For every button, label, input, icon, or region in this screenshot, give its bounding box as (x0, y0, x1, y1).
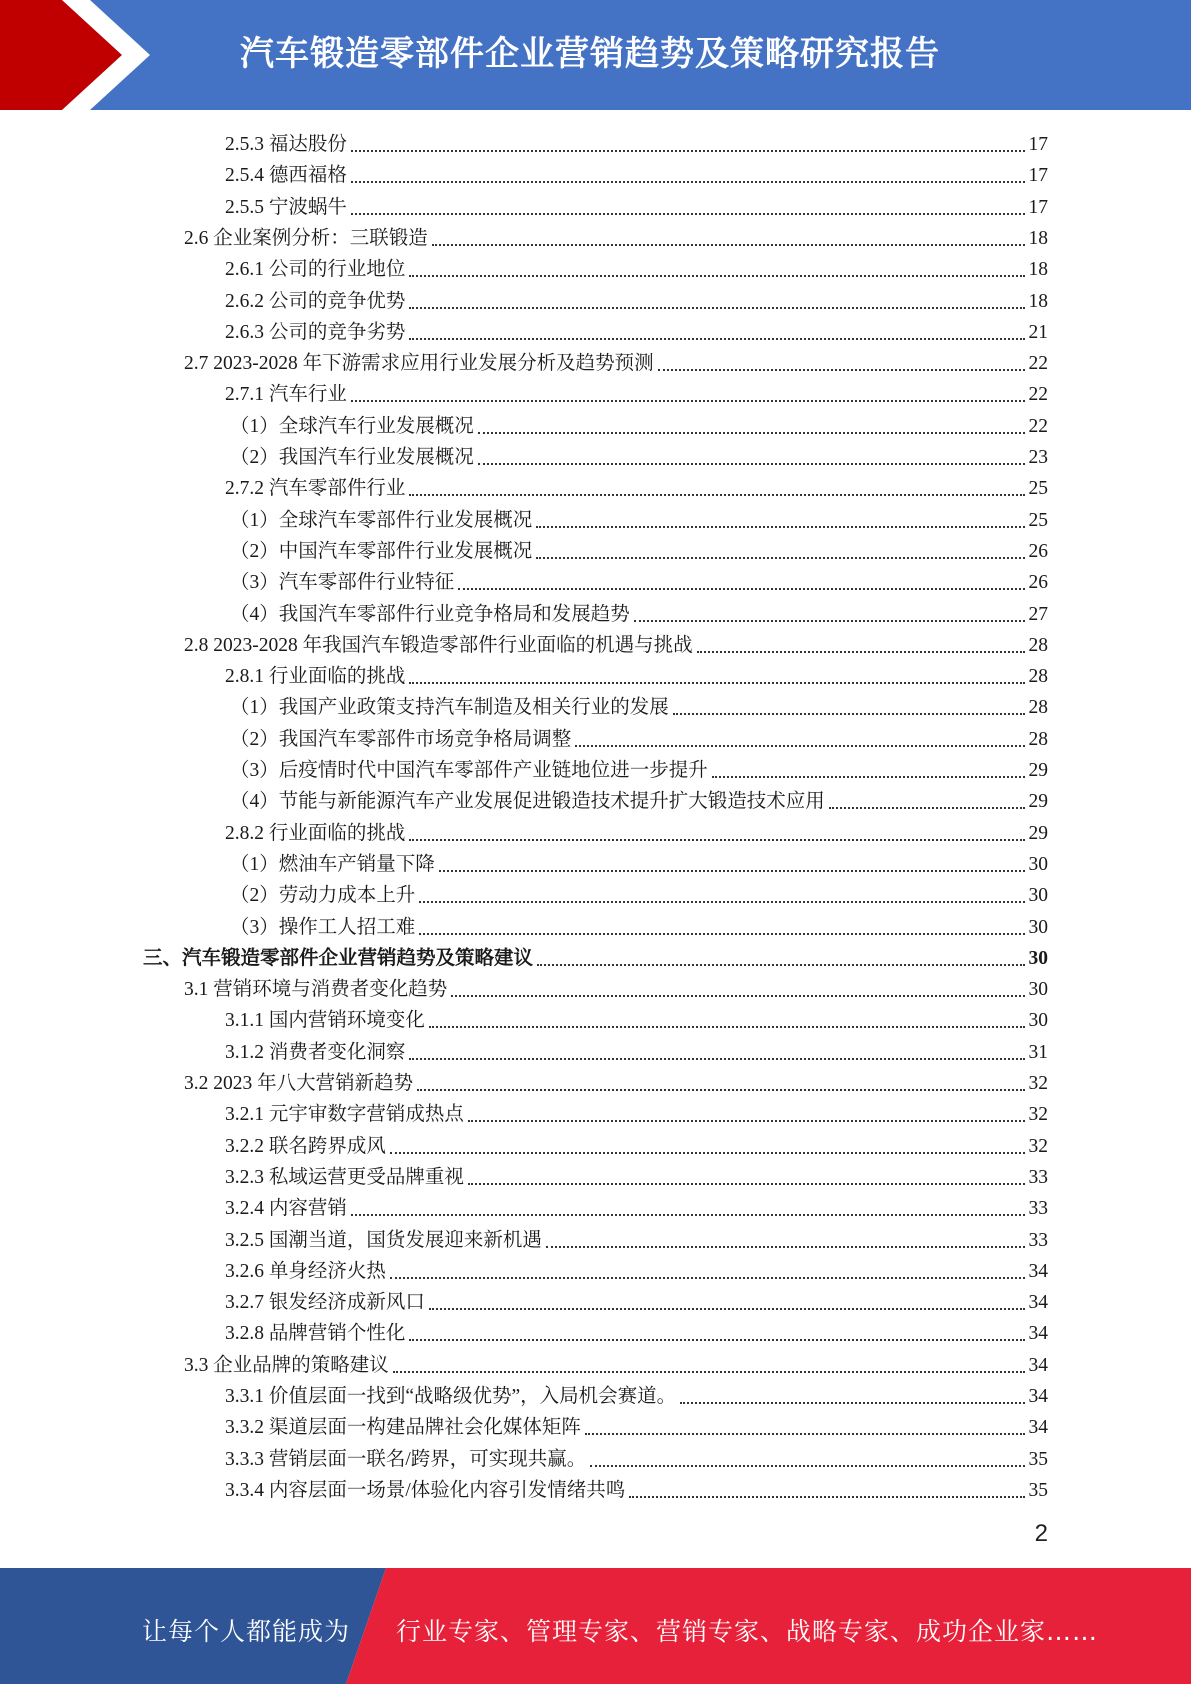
toc-dot-leader (429, 1024, 1025, 1028)
toc-entry-page: 17 (1028, 165, 1048, 187)
toc-entry-page: 35 (1028, 1448, 1048, 1470)
report-title: 汽车锻造零部件企业营销趋势及策略研究报告 (240, 34, 940, 74)
toc-entry[interactable] (230, 753, 1048, 784)
toc-entry-page: 26 (1028, 572, 1048, 594)
toc-entry-label: 3.3.2 渠道层面一构建品牌社会化媒体矩阵 (225, 1417, 581, 1439)
toc-dot-leader (478, 461, 1025, 465)
toc-entry-page: 33 (1028, 1166, 1048, 1188)
toc-entry-page: 31 (1028, 1041, 1048, 1063)
toc-dot-leader (697, 649, 1025, 653)
toc-entry-label: 2.8.2 行业面临的挑战 (225, 822, 406, 844)
toc-entry[interactable] (230, 597, 1048, 628)
toc-entry-page: 29 (1028, 822, 1048, 844)
toc-dot-leader (673, 711, 1025, 715)
toc-entry[interactable] (225, 158, 1048, 189)
toc-entry-label: 3.2.3 私域运营更受品牌重视 (225, 1166, 464, 1188)
toc-dot-leader (351, 398, 1025, 402)
toc-dot-leader (409, 305, 1024, 309)
toc-dot-leader (409, 1056, 1024, 1060)
toc-entry[interactable] (184, 346, 1048, 377)
toc-entry-label: 3.1.1 国内营销环境变化 (225, 1010, 425, 1032)
toc-dot-leader (712, 774, 1025, 778)
toc-entry-label: （1）我国产业政策支持汽车制造及相关行业的发展 (230, 697, 669, 719)
toc-entry[interactable] (225, 1379, 1048, 1410)
toc-dot-leader (409, 336, 1024, 340)
toc-entry-label: 3.1.2 消费者变化洞察 (225, 1041, 406, 1063)
toc-entry[interactable] (230, 565, 1048, 596)
toc-entry-label: （4）我国汽车零部件行业竞争格局和发展趋势 (230, 603, 630, 625)
toc-entry-page: 18 (1028, 290, 1048, 312)
toc-entry[interactable] (143, 941, 1048, 972)
toc-entry-page: 28 (1028, 728, 1048, 750)
toc-entry-label: （1）全球汽车零部件行业发展概况 (230, 509, 533, 531)
toc-entry-label: （2）劳动力成本上升 (230, 885, 416, 907)
toc-entry-label: 3.2 2023 年八大营销新趋势 (184, 1073, 414, 1094)
toc-entry[interactable] (230, 878, 1048, 909)
toc-entry-page: 35 (1028, 1479, 1048, 1501)
toc-dot-leader (419, 899, 1024, 903)
toc-dot-leader (680, 1400, 1024, 1404)
toc-entry-page: 18 (1028, 259, 1048, 281)
toc-dot-leader (409, 1337, 1024, 1341)
toc-entry-page: 26 (1028, 540, 1048, 562)
toc-entry-page: 18 (1028, 227, 1048, 249)
toc-dot-leader (468, 1181, 1025, 1185)
toc-entry-label: 3.3.1 价值层面一找到“战略级优势”，入局机会赛道。 (225, 1386, 677, 1407)
toc-dot-leader (585, 1431, 1025, 1435)
toc-dot-leader (451, 993, 1024, 997)
toc-entry-page: 30 (1028, 1010, 1048, 1032)
toc-entry-label: （4）节能与新能源汽车产业发展促进锻造技术提升扩大锻造技术应用 (230, 791, 825, 813)
toc-entry[interactable] (230, 440, 1048, 471)
toc-entry[interactable] (225, 471, 1048, 502)
toc-entry-page: 33 (1028, 1198, 1048, 1220)
toc-dot-leader (390, 1275, 1025, 1279)
toc-entry-page: 29 (1028, 760, 1048, 781)
toc-dot-leader (629, 1494, 1024, 1498)
toc-entry-label: 3.2.8 品牌营销个性化 (225, 1323, 406, 1345)
toc-entry-page: 34 (1028, 1323, 1048, 1345)
toc-entry-label: 2.8.1 行业面临的挑战 (225, 666, 406, 688)
toc-entry[interactable] (225, 190, 1048, 221)
toc-entry[interactable] (225, 1035, 1048, 1066)
toc-entry-page: 32 (1028, 1104, 1048, 1126)
toc-entry-label: （2）我国汽车零部件市场竞争格局调整 (230, 728, 572, 750)
toc-entry-label: 2.5.4 德西福格 (225, 165, 347, 187)
toc-entry[interactable] (184, 1066, 1048, 1097)
toc-entry[interactable] (225, 1223, 1048, 1254)
toc-dot-leader (409, 837, 1024, 841)
toc-entry-page: 30 (1028, 947, 1048, 969)
toc-entry-page: 30 (1028, 885, 1048, 907)
toc-dot-leader (351, 148, 1025, 152)
toc-entry[interactable] (184, 221, 1048, 252)
toc-entry-page: 34 (1028, 1292, 1048, 1314)
toc-entry-label: 3.3 企业品牌的策略建议 (184, 1354, 389, 1376)
toc-entry-page: 28 (1028, 697, 1048, 719)
toc-entry-label: 2.5.3 福达股份 (225, 134, 347, 155)
toc-entry[interactable] (230, 534, 1048, 565)
toc-entry-label: 2.7 2023-2028 年下游需求应用行业发展分析及趋势预测 (184, 353, 654, 375)
toc-entry[interactable] (225, 659, 1048, 690)
toc-entry-page: 30 (1028, 916, 1048, 938)
toc-entry[interactable] (230, 910, 1048, 941)
toc-entry-page: 34 (1028, 1417, 1048, 1439)
toc-entry-page: 25 (1028, 509, 1048, 531)
toc-entry-page: 30 (1028, 979, 1048, 1001)
toc-dot-leader (829, 805, 1025, 809)
toc-entry-page: 22 (1028, 353, 1048, 375)
toc-entry-label: （1）燃油车产销量下降 (230, 853, 435, 875)
toc-entry[interactable] (225, 1316, 1048, 1347)
page-number: 2 (1034, 1520, 1048, 1547)
toc-dot-leader (478, 430, 1025, 434)
toc-dot-leader (536, 555, 1024, 559)
toc-entry[interactable] (225, 1442, 1048, 1473)
toc-dot-leader (537, 962, 1024, 966)
toc-entry-label: 2.8 2023-2028 年我国汽车锻造零部件行业面临的机遇与挑战 (184, 634, 693, 656)
toc-entry-label: 3.2.6 单身经济火热 (225, 1260, 386, 1282)
toc-entry-page: 27 (1028, 603, 1048, 625)
footer-slogan-left: 让每个人都能成为 (142, 1617, 351, 1646)
toc-dot-leader (409, 492, 1024, 496)
toc-entry-label: （2）我国汽车行业发展概况 (230, 447, 474, 468)
toc-dot-leader (546, 1244, 1025, 1248)
toc-entry-label: 2.6 企业案例分析：三联锻造 (184, 227, 428, 249)
toc-entry[interactable] (230, 847, 1048, 878)
toc-entry[interactable] (225, 1410, 1048, 1441)
toc-entry-page: 29 (1028, 791, 1048, 813)
toc-entry-page: 32 (1028, 1135, 1048, 1157)
toc-dot-leader (458, 586, 1024, 590)
toc-entry-page: 22 (1028, 384, 1048, 406)
toc-dot-leader (536, 524, 1024, 528)
toc-entry-label: 3.1 营销环境与消费者变化趋势 (184, 979, 448, 1001)
toc-entry-label: 2.6.3 公司的竞争劣势 (225, 321, 406, 343)
toc-entry[interactable] (184, 1348, 1048, 1379)
toc-dot-leader (439, 868, 1025, 872)
toc-dot-leader (351, 179, 1025, 183)
toc-dot-leader (419, 931, 1024, 935)
toc-entry-page: 21 (1028, 321, 1048, 343)
footer-slogan-right: 行业专家、管理专家、营销专家、战略专家、成功企业家…… (396, 1617, 1099, 1646)
toc-entry-page: 23 (1028, 447, 1048, 468)
toc-dot-leader (575, 743, 1024, 747)
toc-entry-page: 28 (1028, 634, 1048, 656)
toc-entry-label: 3.2.4 内容营销 (225, 1198, 347, 1220)
toc-dot-leader (658, 367, 1025, 371)
toc-dot-leader (393, 1369, 1025, 1373)
page-header (0, 0, 1191, 110)
toc-entry-label: 3.3.3 营销层面一联名/跨界，可实现共赢。 (225, 1448, 587, 1470)
toc-entry[interactable] (225, 252, 1048, 283)
toc-entry[interactable] (230, 503, 1048, 534)
toc-entry[interactable] (225, 1285, 1048, 1316)
toc-entry[interactable] (225, 1254, 1048, 1285)
toc-entry-label: 2.6.2 公司的竞争优势 (225, 290, 406, 312)
toc-dot-leader (417, 1087, 1024, 1091)
toc-entry-label: （3）汽车零部件行业特征 (230, 572, 455, 594)
toc-entry[interactable] (230, 722, 1048, 753)
toc-entry-label: 3.3.4 内容层面一场景/体验化内容引发情绪共鸣 (225, 1479, 626, 1501)
toc-entry-page: 17 (1028, 196, 1048, 218)
toc-entry[interactable] (225, 816, 1048, 847)
toc-entry-label: 3.2.2 联名跨界成风 (225, 1135, 386, 1157)
toc-entry-page: 22 (1028, 415, 1048, 437)
toc-entry-label: 三、汽车锻造零部件企业营销趋势及策略建议 (143, 947, 534, 969)
toc-entry[interactable] (225, 377, 1048, 408)
toc-entry-label: （3）操作工人招工难 (230, 916, 416, 938)
toc-dot-leader (590, 1463, 1024, 1467)
toc-entry[interactable] (230, 690, 1048, 721)
toc-entry-page: 25 (1028, 478, 1048, 500)
toc-entry-page: 34 (1028, 1386, 1048, 1407)
toc-entry[interactable] (225, 127, 1048, 158)
toc-entry[interactable] (225, 1473, 1048, 1504)
toc-entry-page: 30 (1028, 853, 1048, 875)
toc-entry-page: 28 (1028, 666, 1048, 688)
toc-entry[interactable] (225, 284, 1048, 315)
toc-entry-label: 2.6.1 公司的行业地位 (225, 259, 406, 281)
toc-entry-label: （3）后疫情时代中国汽车零部件产业链地位进一步提升 (230, 760, 708, 781)
toc-entry-page: 34 (1028, 1260, 1048, 1282)
toc-entry[interactable] (225, 1160, 1048, 1191)
toc-dot-leader (409, 273, 1024, 277)
toc-entry[interactable] (225, 1097, 1048, 1128)
toc-dot-leader (429, 1306, 1025, 1310)
toc-entry-label: （2）中国汽车零部件行业发展概况 (230, 540, 533, 562)
toc-dot-leader (390, 1150, 1025, 1154)
toc-entry[interactable] (230, 784, 1048, 815)
toc-entry[interactable] (225, 1191, 1048, 1222)
toc-entry-label: 3.2.7 银发经济成新风口 (225, 1292, 425, 1314)
toc-entry[interactable] (225, 1003, 1048, 1034)
toc-entry[interactable] (184, 628, 1048, 659)
toc-entry-label: 2.5.5 宁波蜗牛 (225, 196, 347, 218)
toc-entry[interactable] (230, 409, 1048, 440)
toc-dot-leader (409, 680, 1024, 684)
toc-dot-leader (634, 618, 1025, 622)
toc-dot-leader (432, 242, 1025, 246)
toc-entry-label: 2.7.2 汽车零部件行业 (225, 478, 406, 500)
toc-entry-label: 2.7.1 汽车行业 (225, 384, 347, 406)
toc-entry-label: （1）全球汽车行业发展概况 (230, 415, 474, 437)
toc-entry-page: 34 (1028, 1354, 1048, 1376)
toc-entry-page: 33 (1028, 1229, 1048, 1251)
toc-dot-leader (468, 1118, 1025, 1122)
toc-dot-leader (351, 1212, 1025, 1216)
toc-dot-leader (351, 211, 1025, 215)
toc-entry[interactable] (184, 972, 1048, 1003)
toc-entry-label: 3.2.1 元宇审数字营销成热点 (225, 1104, 464, 1126)
toc-entry-page: 17 (1028, 134, 1048, 155)
toc-entry[interactable] (225, 1129, 1048, 1160)
toc-entry[interactable] (225, 315, 1048, 346)
toc-entry-page: 32 (1028, 1073, 1048, 1094)
toc-entry-label: 3.2.5 国潮当道，国货发展迎来新机遇 (225, 1229, 542, 1251)
